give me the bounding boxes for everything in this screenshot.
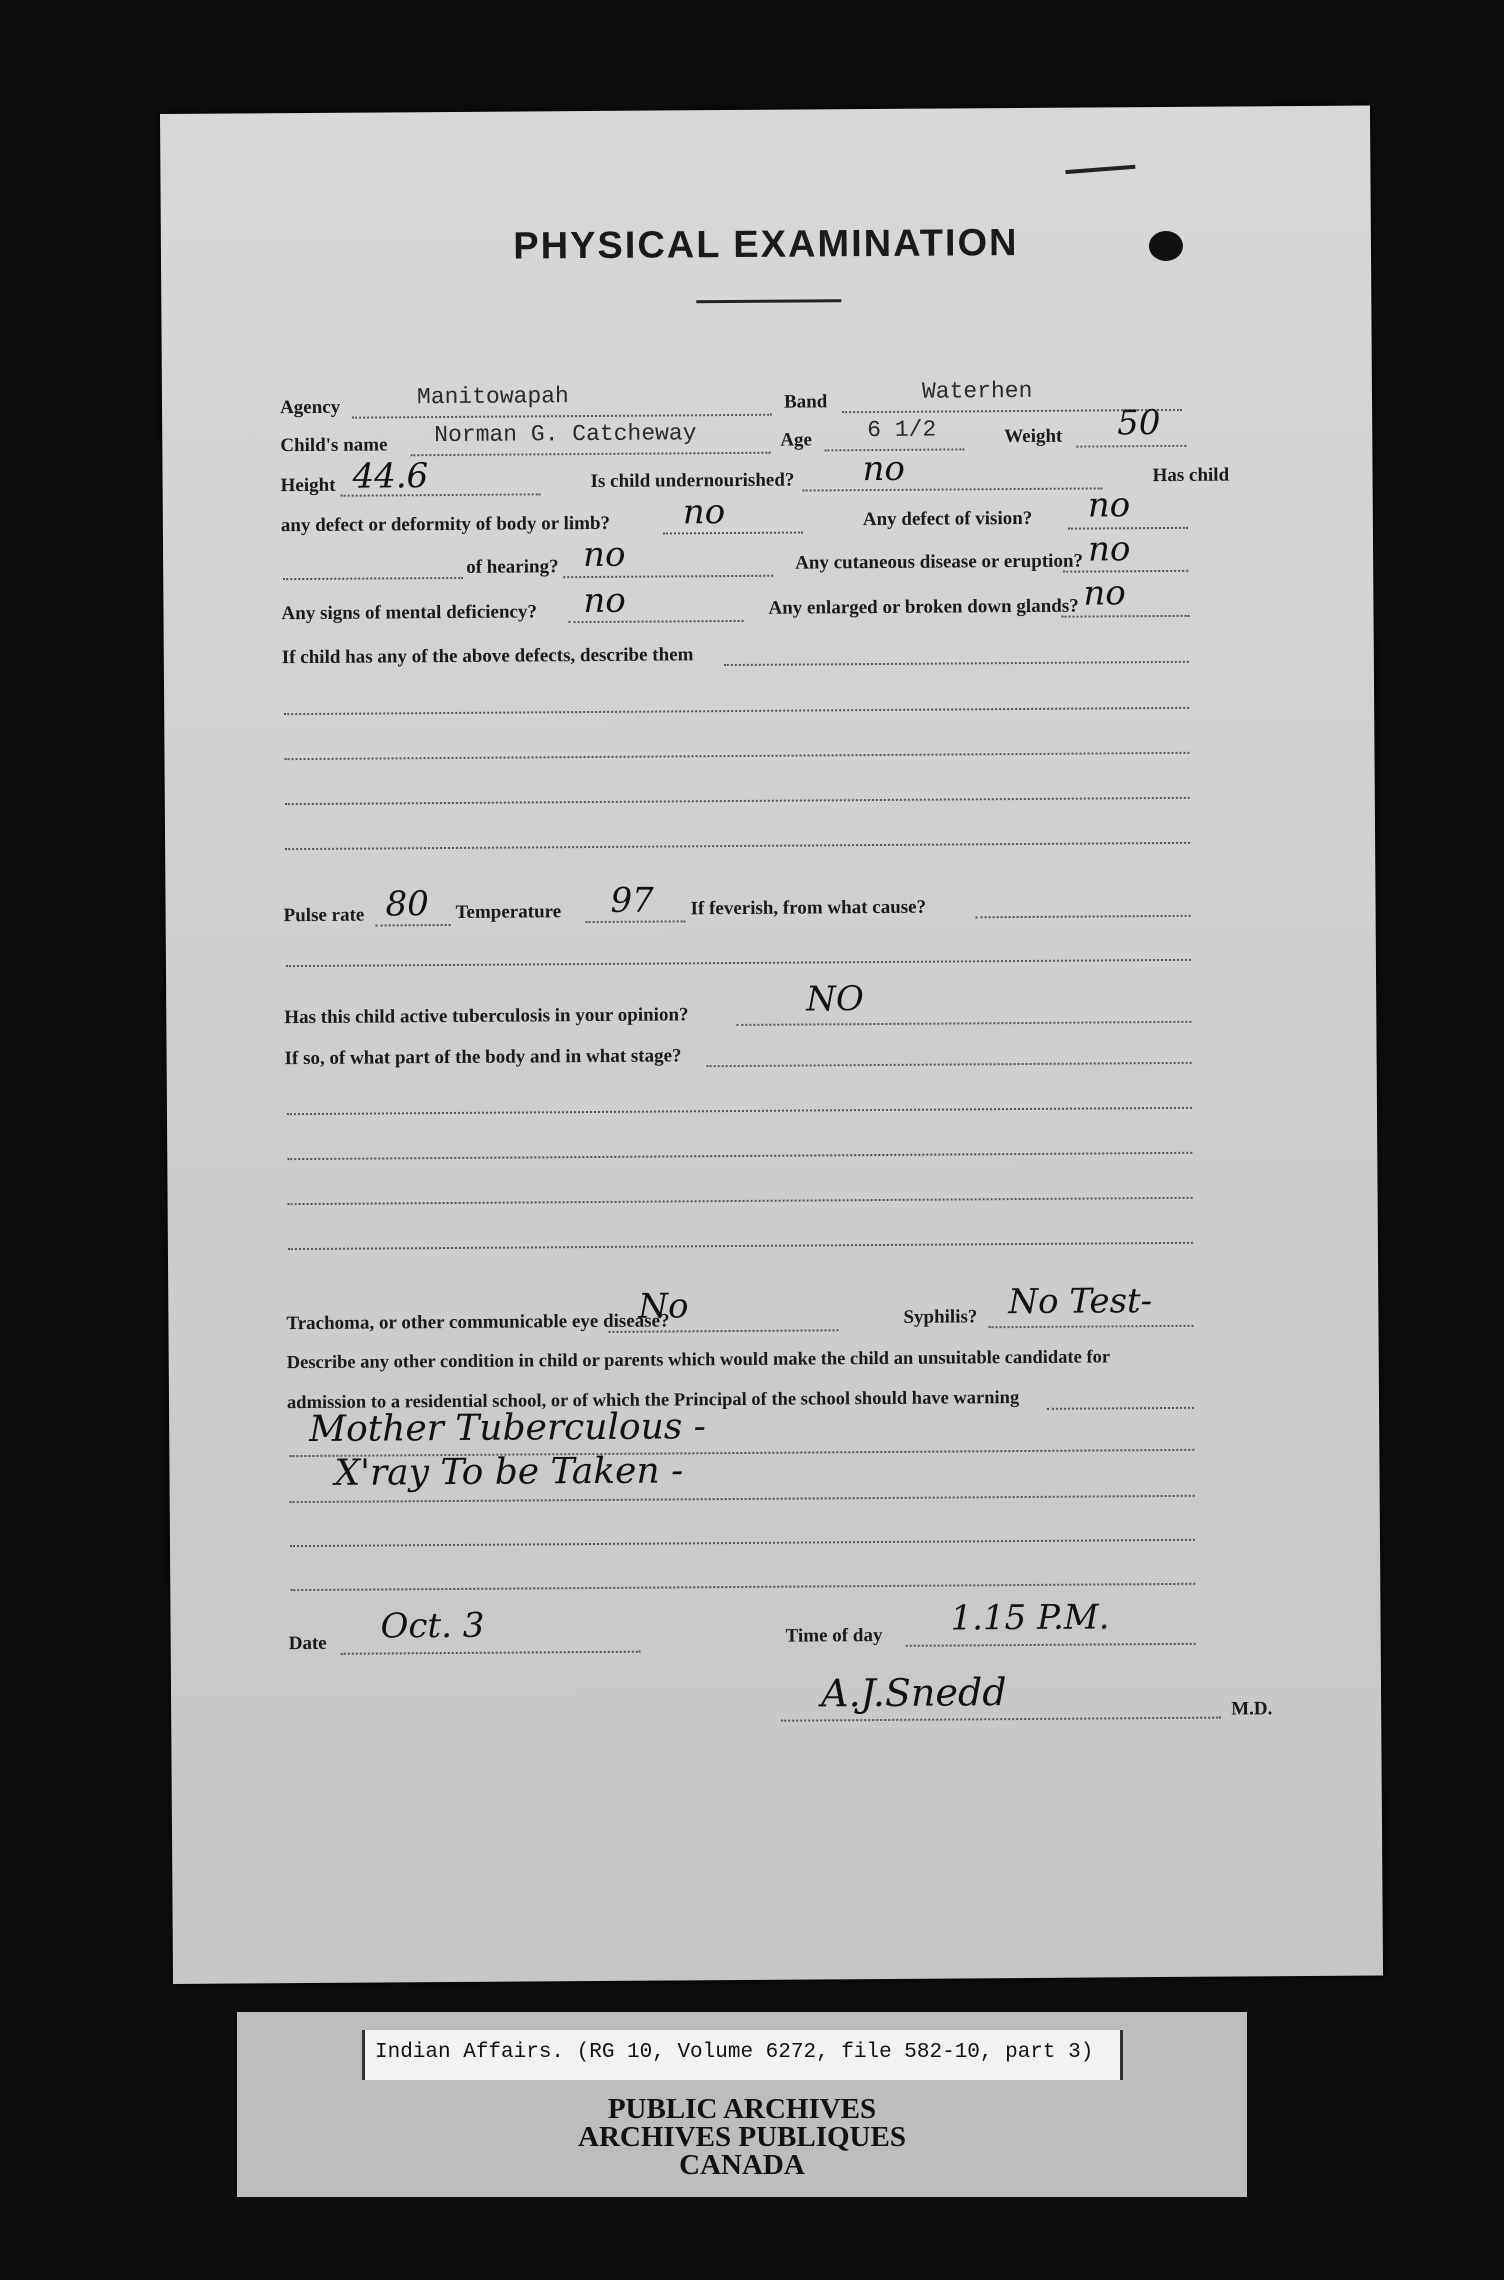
tuberculosis-line (736, 1021, 1191, 1026)
other-line-4 (290, 1583, 1195, 1591)
other-line-0 (1047, 1407, 1194, 1410)
tuberculosis-value: NO (806, 979, 864, 1020)
time-label: Time of day (785, 1624, 883, 1647)
tb-line-0 (707, 1062, 1192, 1067)
agency-line (352, 414, 772, 419)
describe-line-3 (285, 797, 1190, 805)
archive-line-3: CANADA (679, 2149, 805, 2181)
hearing-label: of hearing? (466, 556, 559, 578)
has-child-label: Has child (1152, 464, 1230, 487)
hearing-line (563, 575, 773, 578)
mental-label: Any signs of mental deficiency? (281, 601, 537, 625)
feverish-line-2 (286, 959, 1191, 967)
tb-line-2 (287, 1152, 1192, 1160)
archive-reference-box (362, 2030, 1123, 2080)
cutaneous-value: no (1087, 529, 1131, 570)
date-value: Oct. 3 (380, 1605, 485, 1647)
signature-line (781, 1717, 1221, 1722)
height-value: 44.6 (352, 456, 429, 497)
describe-line-1 (284, 707, 1189, 715)
defect-body-value: no (682, 492, 726, 533)
weight-value: 50 (1117, 403, 1161, 444)
childs-name-line (410, 452, 770, 457)
band-value: Waterhen (921, 377, 1033, 405)
syphilis-value: No Test- (1008, 1281, 1153, 1323)
exam-form-sheet (160, 106, 1383, 1984)
trachoma-line (609, 1329, 839, 1333)
syphilis-line (988, 1325, 1193, 1328)
glands-label: Any enlarged or broken down glands? (768, 595, 1079, 619)
syphilis-label: Syphilis? (903, 1306, 978, 1328)
feverish-line (976, 915, 1191, 919)
form-title: PHYSICAL EXAMINATION (513, 222, 1019, 268)
tuberculosis-label: Has this child active tuberculosis in your opinion? (284, 1004, 689, 1029)
physician-signature: A.J.Snedd (820, 1670, 1007, 1716)
defect-vision-value: no (1087, 485, 1131, 526)
describe-defects-label: If child has any of the above defects, describe them (281, 644, 694, 669)
archive-line-2: ARCHIVES PUBLIQUES (578, 2121, 906, 2153)
height-label: Height (280, 474, 336, 497)
other-line-2 (290, 1495, 1195, 1503)
glands-line (1062, 615, 1190, 618)
archive-line-1: PUBLIC ARCHIVES (607, 2093, 877, 2125)
pen-dash-mark (1065, 165, 1135, 174)
pulse-value: 80 (385, 884, 429, 925)
pulse-label: Pulse rate (283, 904, 365, 927)
describe-line-4 (285, 842, 1190, 850)
hearing-value: no (582, 534, 626, 576)
temperature-label: Temperature (455, 901, 562, 923)
undernourished-label: Is child undernourished? (590, 469, 795, 493)
archive-label (237, 2012, 1247, 2197)
age-value: 6 1/2 (867, 416, 937, 444)
tb-line-4 (288, 1242, 1193, 1250)
age-label: Age (780, 429, 813, 451)
cutaneous-label: Any cutaneous disease or eruption? (795, 550, 1084, 574)
glands-value: no (1083, 573, 1126, 614)
undernourished-line (803, 487, 1103, 491)
temperature-value: 97 (610, 880, 654, 921)
other-condition-label-2: admission to a residential school, or of which the Principal of the school should have warning (286, 1388, 1020, 1414)
time-value: 1.15 P.M. (950, 1597, 1110, 1639)
other-condition-line1: Mother Tuberculous - (309, 1406, 707, 1450)
hearing-lead-line (283, 577, 463, 580)
temperature-line (586, 920, 686, 923)
date-line (341, 1651, 641, 1655)
describe-line-2 (285, 752, 1190, 760)
other-line-3 (290, 1539, 1195, 1547)
undernourished-value: no (862, 448, 906, 490)
title-underline (696, 299, 841, 303)
mental-value: no (583, 580, 626, 622)
time-line (906, 1643, 1196, 1647)
childs-name-value: Norman G. Catcheway (434, 420, 697, 449)
defect-body-label: any defect or deformity of body or limb? (280, 512, 611, 537)
tb-line-3 (288, 1197, 1193, 1205)
tb-part-label: If so, of what part of the body and in what stage? (284, 1045, 682, 1070)
md-label: M.D. (1231, 1698, 1273, 1720)
trachoma-value: No (638, 1286, 689, 1327)
trachoma-label: Trachoma, or other communicable eye disease? (286, 1310, 670, 1335)
band-label: Band (783, 391, 828, 413)
cutaneous-line (1063, 570, 1188, 573)
agency-label: Agency (279, 396, 341, 419)
weight-line (1076, 445, 1186, 448)
archive-reference: Indian Affairs. (RG 10, Volume 6272, file 582-10, part 3) (375, 2041, 1094, 2064)
agency-value: Manitowapah (416, 383, 569, 411)
weight-label: Weight (1004, 425, 1063, 448)
date-label: Date (288, 1632, 327, 1655)
feverish-label: If feverish, from what cause? (690, 896, 927, 920)
tb-line-1 (287, 1107, 1192, 1115)
childs-name-label: Child's name (280, 434, 388, 457)
other-condition-line2: X'ray To be Taken - (334, 1450, 684, 1494)
describe-line-0 (724, 661, 1189, 666)
other-condition-label-1: Describe any other condition in child or parents which would make the child an unsuitable candidate for (286, 1347, 1111, 1374)
defect-vision-label: Any defect of vision? (862, 507, 1033, 531)
